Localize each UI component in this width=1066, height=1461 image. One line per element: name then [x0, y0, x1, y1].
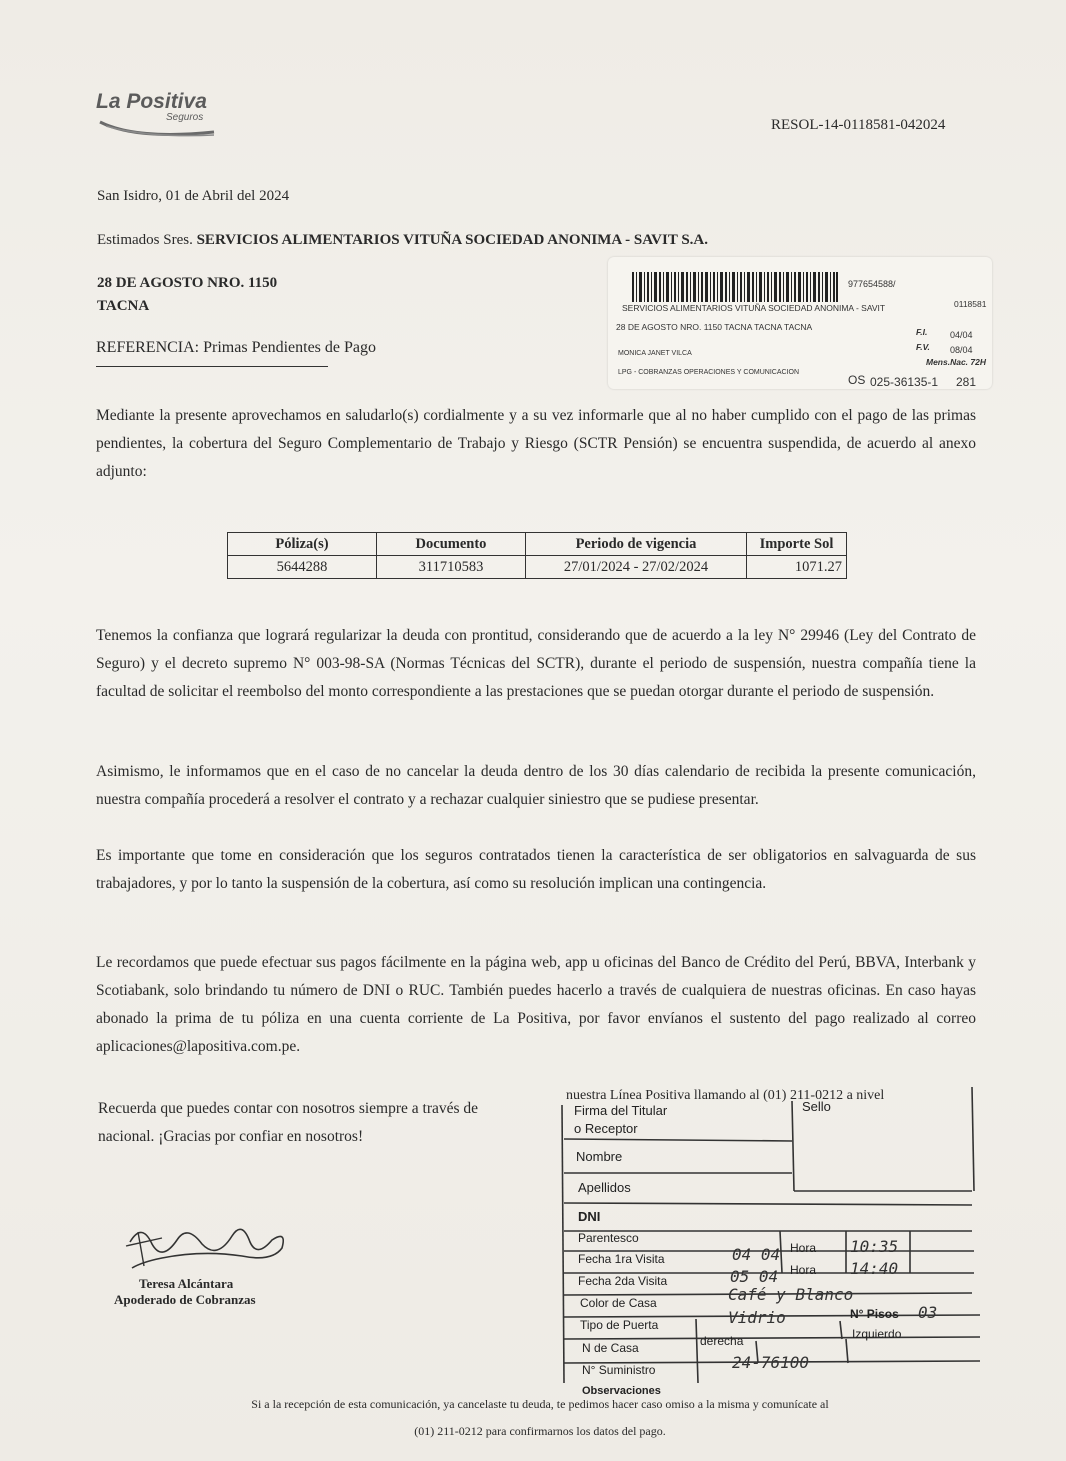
paragraph-6b: nuestra Línea Positiva llamando al (01) 211-0212 a nivel — [566, 1088, 885, 1103]
paragraph-6a: Recuerda que puedes contar con nosotros siempre a través de — [98, 1100, 479, 1117]
header-periodo: Periodo de vigencia — [526, 533, 747, 556]
form-hora2-label: Hora — [790, 1263, 817, 1277]
form-suministro-value: 24-76100 — [732, 1353, 810, 1372]
form-ncasa: N de Casa — [582, 1341, 639, 1355]
sticker-mens: Mens.Nac. 72H — [926, 357, 986, 367]
reference-label: REFERENCIA: — [96, 339, 200, 356]
paragraph-2: Tenemos la confianza que logrará regularizar la deuda con prontitud, considerando que de acuerdo a la ley N° 29946 (Ley del Contrato de Seguro) y el decreto supremo N° 003-98-SA (Normas Técnicas del SCTR), durante el periodo de suspensión, nuestra compañía tiene la facultad de solicitar el reembolso del monto correspondiente a las prestaciones que se puedan otorgar durante el periodo de suspensión. — [96, 627, 976, 700]
logo-swoosh-icon — [96, 118, 221, 140]
paragraph-3: Asimismo, le informamos que en el caso de no cancelar la deuda dentro de los 30 días calendario de recibida la presente comunicación, nuestra compañía procederá a resolver el contrato y a rechazar cualquier siniestro que se pudiese presentar. — [96, 763, 976, 808]
form-tipo: Tipo de Puerta — [580, 1318, 659, 1332]
paragraph-4: Es importante que tome en consideración que los seguros contratados tienen la característica de ser obligatorios en salvaguarda de sus trabajadores, y por lo tanto la suspensión de la cobertura, así como su resolución implican una contingencia. — [96, 847, 976, 892]
paragraph-1: Mediante la presente aprovechamos en saludarlo(s) cordialmente y a su vez informarle que al no haber cumplido con el pago de las primas pendientes, la cobertura del Seguro Complementario de Trabajo y Riesgo (SCTR Pensión) se encuentra suspendida, de acuerdo al anexo adjunto: — [96, 407, 976, 480]
form-pisos: N° Pisos — [850, 1307, 899, 1321]
signatory-title: Apoderado de Cobranzas — [114, 1292, 256, 1307]
sticker-os-label: OS — [848, 373, 866, 387]
header-poliza: Póliza(s) — [228, 533, 377, 556]
form-dni: DNI — [578, 1209, 601, 1224]
sticker-code: 0118581 — [954, 299, 987, 309]
signature-scribble — [122, 1212, 294, 1272]
sticker-address: 28 DE AGOSTO NRO. 1150 TACNA TACNA TACNA — [616, 322, 813, 332]
barcode-number: 977654588/ — [848, 279, 896, 289]
sticker-department: LPG - COBRANZAS OPERACIONES Y COMUNICACION — [618, 369, 799, 376]
form-hora1-label: Hora — [790, 1241, 817, 1255]
footer-line-2: (01) 211-0212 para confirmarnos los datos del pago. — [414, 1424, 666, 1438]
address-line-1: 28 DE AGOSTO NRO. 1150 — [97, 275, 278, 291]
form-observaciones: Observaciones — [582, 1385, 661, 1397]
form-suministro: N° Suministro — [582, 1363, 656, 1377]
logo-name: La Positiva — [96, 90, 207, 113]
cell-documento: 311710583 — [377, 556, 526, 579]
greeting-line — [97, 232, 708, 249]
paragraph-5: Le recordamos que puede efectuar sus pagos fácilmente en la página web, app u oficinas del Banco de Crédito del Perú, BBVA, Interbank y Scotiabank, solo brindando tu número de DNI o RUC. También puedes hacerlo a través de cualquiera de nuestras oficinas. En caso hayas abonado la prima de tu póliza en una cuenta corriente de La Positiva, por favor envíanos el sustento del pago realizado al correo aplicaciones@lapositiva.com.pe. — [96, 954, 976, 1055]
table-header-row — [228, 533, 847, 556]
footer-line-1: Si a la recepción de esta comunicación, ya cancelaste tu deuda, te pedimos hacer caso omiso a la misma y comunícate al — [251, 1397, 829, 1411]
sticker-company: SERVICIOS ALIMENTARIOS VITUÑA SOCIEDAD ANONIMA - SAVIT — [622, 303, 886, 313]
sticker-os-num: 281 — [956, 375, 977, 389]
receipt-form — [560, 1083, 980, 1403]
date-line: San Isidro, 01 de Abril del 2024 — [97, 188, 290, 204]
form-sello: Sello — [802, 1099, 831, 1114]
form-nombre: Nombre — [576, 1149, 623, 1164]
address-line-2: TACNA — [97, 298, 150, 314]
form-hora1-value: 10:35 — [850, 1237, 899, 1256]
reference — [96, 339, 376, 357]
greeting: Estimados Sres. — [97, 232, 193, 248]
form-firma-l2: o Receptor — [574, 1121, 638, 1136]
sticker-fi: 04/04 — [950, 330, 973, 340]
reference-text: Primas Pendientes de Pago — [203, 339, 376, 356]
reference-underline — [96, 366, 328, 367]
form-apellidos: Apellidos — [578, 1180, 631, 1195]
sticker-fi-label: F.I. — [916, 327, 928, 337]
form-fecha1: Fecha 1ra Visita — [578, 1252, 665, 1266]
form-parentesco: Parentesco — [578, 1231, 639, 1245]
logo-sub: Seguros — [166, 112, 204, 123]
courier-label — [608, 257, 992, 389]
cell-importe: 1071.27 — [747, 556, 847, 579]
header-importe: Importe Sol — [747, 533, 847, 556]
sticker-os: 025-36135-1 — [870, 375, 939, 389]
barcode-icon — [632, 272, 838, 302]
sticker-courier: MONICA JANET VILCA — [618, 350, 692, 357]
cell-poliza: 5644288 — [228, 556, 377, 579]
form-derecha: derecha — [700, 1334, 744, 1348]
cell-periodo: 27/01/2024 - 27/02/2024 — [526, 556, 747, 579]
table-row — [228, 556, 847, 579]
form-color-value: Café y Blanco — [728, 1285, 854, 1304]
form-firma-l1: Firma del Titular — [574, 1103, 668, 1118]
form-hora2-value: 14:40 — [850, 1259, 899, 1278]
header-documento: Documento — [377, 533, 526, 556]
form-fecha2-value: 05 04 — [730, 1267, 779, 1286]
form-pisos-value: 03 — [918, 1303, 938, 1322]
la-positiva-logo — [96, 90, 226, 140]
form-color: Color de Casa — [580, 1296, 657, 1310]
form-tipo-value: Vidrio — [728, 1308, 786, 1327]
form-izquierda: Izquierdo — [852, 1327, 902, 1341]
sticker-fv-label: F.V. — [916, 342, 930, 352]
paragraph-6c: nacional. ¡Gracias por confiar en nosotros! — [98, 1128, 364, 1145]
signatory-name: Teresa Alcántara — [139, 1276, 234, 1291]
form-fecha2: Fecha 2da Visita — [578, 1274, 668, 1288]
resolution-number: RESOL-14-0118581-042024 — [771, 117, 946, 133]
recipient-name: SERVICIOS ALIMENTARIOS VITUÑA SOCIEDAD ANONIMA - SAVIT S.A. — [196, 232, 708, 248]
policy-table — [227, 532, 847, 579]
form-fecha1-value: 04 04 — [732, 1245, 781, 1264]
sticker-fv: 08/04 — [950, 345, 973, 355]
